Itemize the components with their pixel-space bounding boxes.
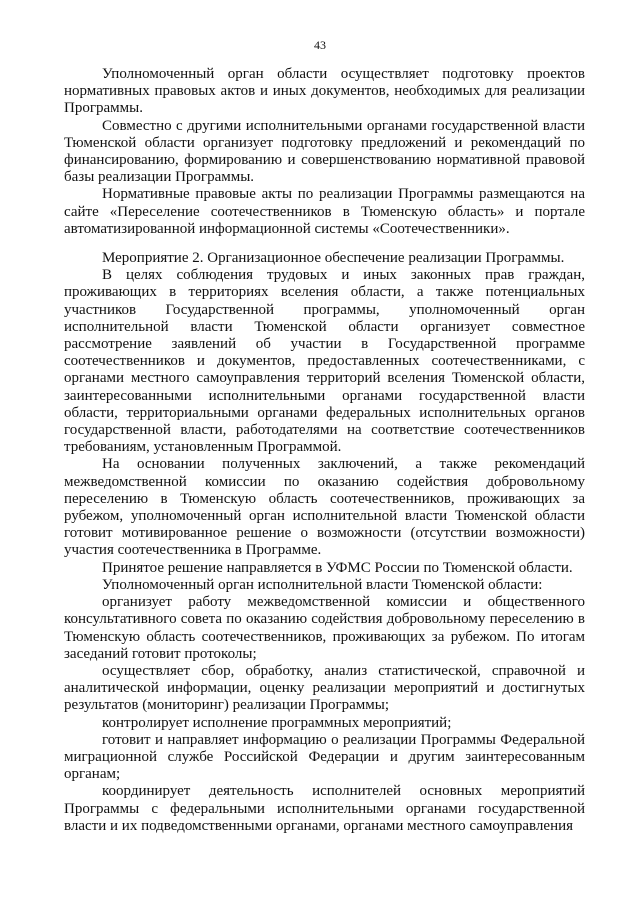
paragraph-2: Совместно с другими исполнительными органами государственной власти Тюменской области организует подготовку предложений и рекомендаций по финансированию, формированию и совершенствованию нормативной правовой базы реализации Программы. <box>64 117 585 186</box>
paragraph-9: организует работу межведомственной комиссии и общественного консультативного совета по оказанию содействия добровольному переселению в Тюменскую область соотечественников, проживающих за рубежом. По итогам заседаний готовит протоколы; <box>64 594 585 662</box>
paragraph-12: готовит и направляет информацию о реализации Программы Федеральной миграционной службе Российской Федерации и другим заинтересованным органам; <box>64 731 585 783</box>
section-heading: Мероприятие 2. Организационное обеспечение реализации Программы. <box>102 250 565 267</box>
paragraph-7: Принятое решение направляется в УФМС России по Тюменской области. <box>102 559 573 576</box>
paragraph-13: координирует деятельность исполнителей основных мероприятий Программы с федеральными исполнительными органами государственной власти и их подведомственными органами, органами местного самоуправления <box>64 783 585 834</box>
page-number: 43 <box>314 38 326 52</box>
paragraph-5: В целях соблюдения трудовых и иных законных прав граждан, проживающих в территориях вселения области, а также потенциальных участников Государственной программы, уполномоченный орган исполнительной власти Тюменской области организует совместное рассмотрение заявлений об участии в Государственной программе соотечественников и документов, предоставленных соотечественниками, с органами местного самоуправления территорий вселения Тюменской области, заинтересованными исполнительными органами государственной власти области, территориальными органами федеральных исполнительных органов государственной власти, работодателями на соответствие соотечественников требованиям, установленным Программой. <box>64 267 585 456</box>
page-body <box>64 66 585 835</box>
paragraph-3: Нормативные правовые акты по реализации Программы размещаются на сайте «Переселение соотечественников в Тюменскую область» и портале автоматизированной информационной системы «Соотечественники». <box>64 186 585 237</box>
paragraph-8: Уполномоченный орган исполнительной власти Тюменской области: <box>102 576 543 593</box>
paragraph-10: осуществляет сбор, обработку, анализ статистической, справочной и аналитической информации, оценку реализации мероприятий и достигнутых результатов (мониторинг) реализации Программы; <box>64 662 585 714</box>
paragraph-1: Уполномоченный орган области осуществляет подготовку проектов нормативных правовых актов и иных документов, необходимых для реализации Программы. <box>64 66 585 117</box>
paragraph-11: контролирует исполнение программных мероприятий; <box>102 714 452 731</box>
paragraph-6: На основании полученных заключений, а также рекомендаций межведомственной комиссии по оказанию содействия добровольному переселению в Тюменскую область соотечественников, проживающих за рубежом, уполномоченный орган исполнительной власти Тюменской области готовит мотивированное решение о возможности (отсутствии возможности) участия соотечественника в Программе. <box>64 456 585 559</box>
